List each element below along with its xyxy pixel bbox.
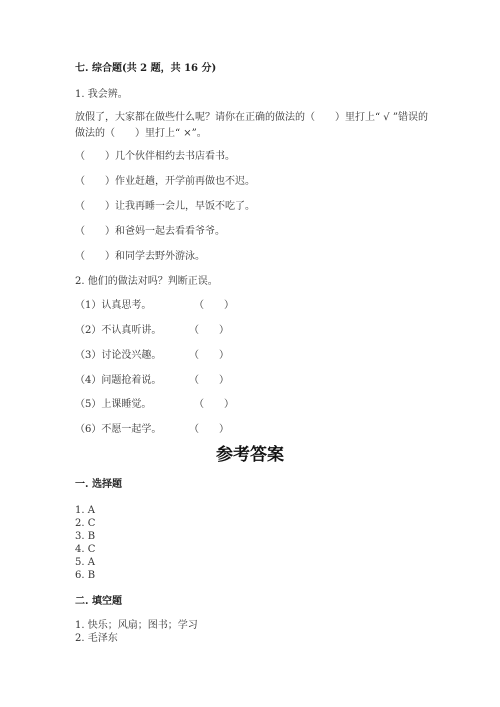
answer-item: 2. 毛泽东 <box>75 633 118 644</box>
question-1-item: （ ）和爸妈一起去看看爷爷。 <box>75 226 225 237</box>
judgement-item-label: （1）认真思考。 <box>75 300 152 311</box>
answer-item: 2. C <box>75 518 96 529</box>
judgement-item-label: （6）不愿一起学。 <box>75 424 162 435</box>
judgement-item-label: （3）讨论没兴趣。 <box>75 350 162 361</box>
judgement-item-blank: （ ） <box>194 399 234 410</box>
question-1-item: （ ）作业赶趟，开学前再做也不迟。 <box>75 176 255 187</box>
answer-item: 1. A <box>75 505 95 516</box>
question-1-item: （ ）和同学去野外游泳。 <box>75 251 205 262</box>
judgement-item-label: （5）上课睡觉。 <box>75 399 152 410</box>
answer-key-title: 参考答案 <box>216 445 284 465</box>
question-1-item: （ ）让我再睡一会儿，早饭不吃了。 <box>75 201 255 212</box>
judgement-item-blank: （ ） <box>189 424 229 435</box>
question-2-title: 2. 他们的做法对吗？判断正误。 <box>75 276 218 287</box>
judgement-item-blank: （ ） <box>189 325 229 336</box>
answer-item: 5. A <box>75 557 95 568</box>
answer-item: 3. B <box>75 531 96 542</box>
question-1-item: （ ）几个伙伴相约去书店看书。 <box>75 151 235 162</box>
judgement-item-blank: （ ） <box>194 300 234 311</box>
question-1-instruction: 放假了，大家都在做些什么呢？请你在正确的做法的（ ）里打上“ √ ”错误的做法的（ ）里打上“ ×”。 <box>75 112 428 139</box>
judgement-item-blank: （ ） <box>189 375 229 386</box>
question-1-title: 1. 我会辨。 <box>75 89 128 100</box>
answer-item: 1. 快乐；风扇；图书；学习 <box>75 620 198 631</box>
judgement-item-label: （2）不认真听讲。 <box>75 325 162 336</box>
answer-item: 4. C <box>75 544 96 555</box>
answer-item: 6. B <box>75 570 96 581</box>
judgement-item-blank: （ ） <box>189 350 229 361</box>
answer-part-1-title: 一. 选择题 <box>75 479 122 490</box>
judgement-item-label: （4）问题抢着说。 <box>75 375 162 386</box>
section-title: 七. 综合题(共 2 题，共 16 分) <box>75 63 217 74</box>
answer-part-2-title: 二. 填空题 <box>75 596 122 607</box>
